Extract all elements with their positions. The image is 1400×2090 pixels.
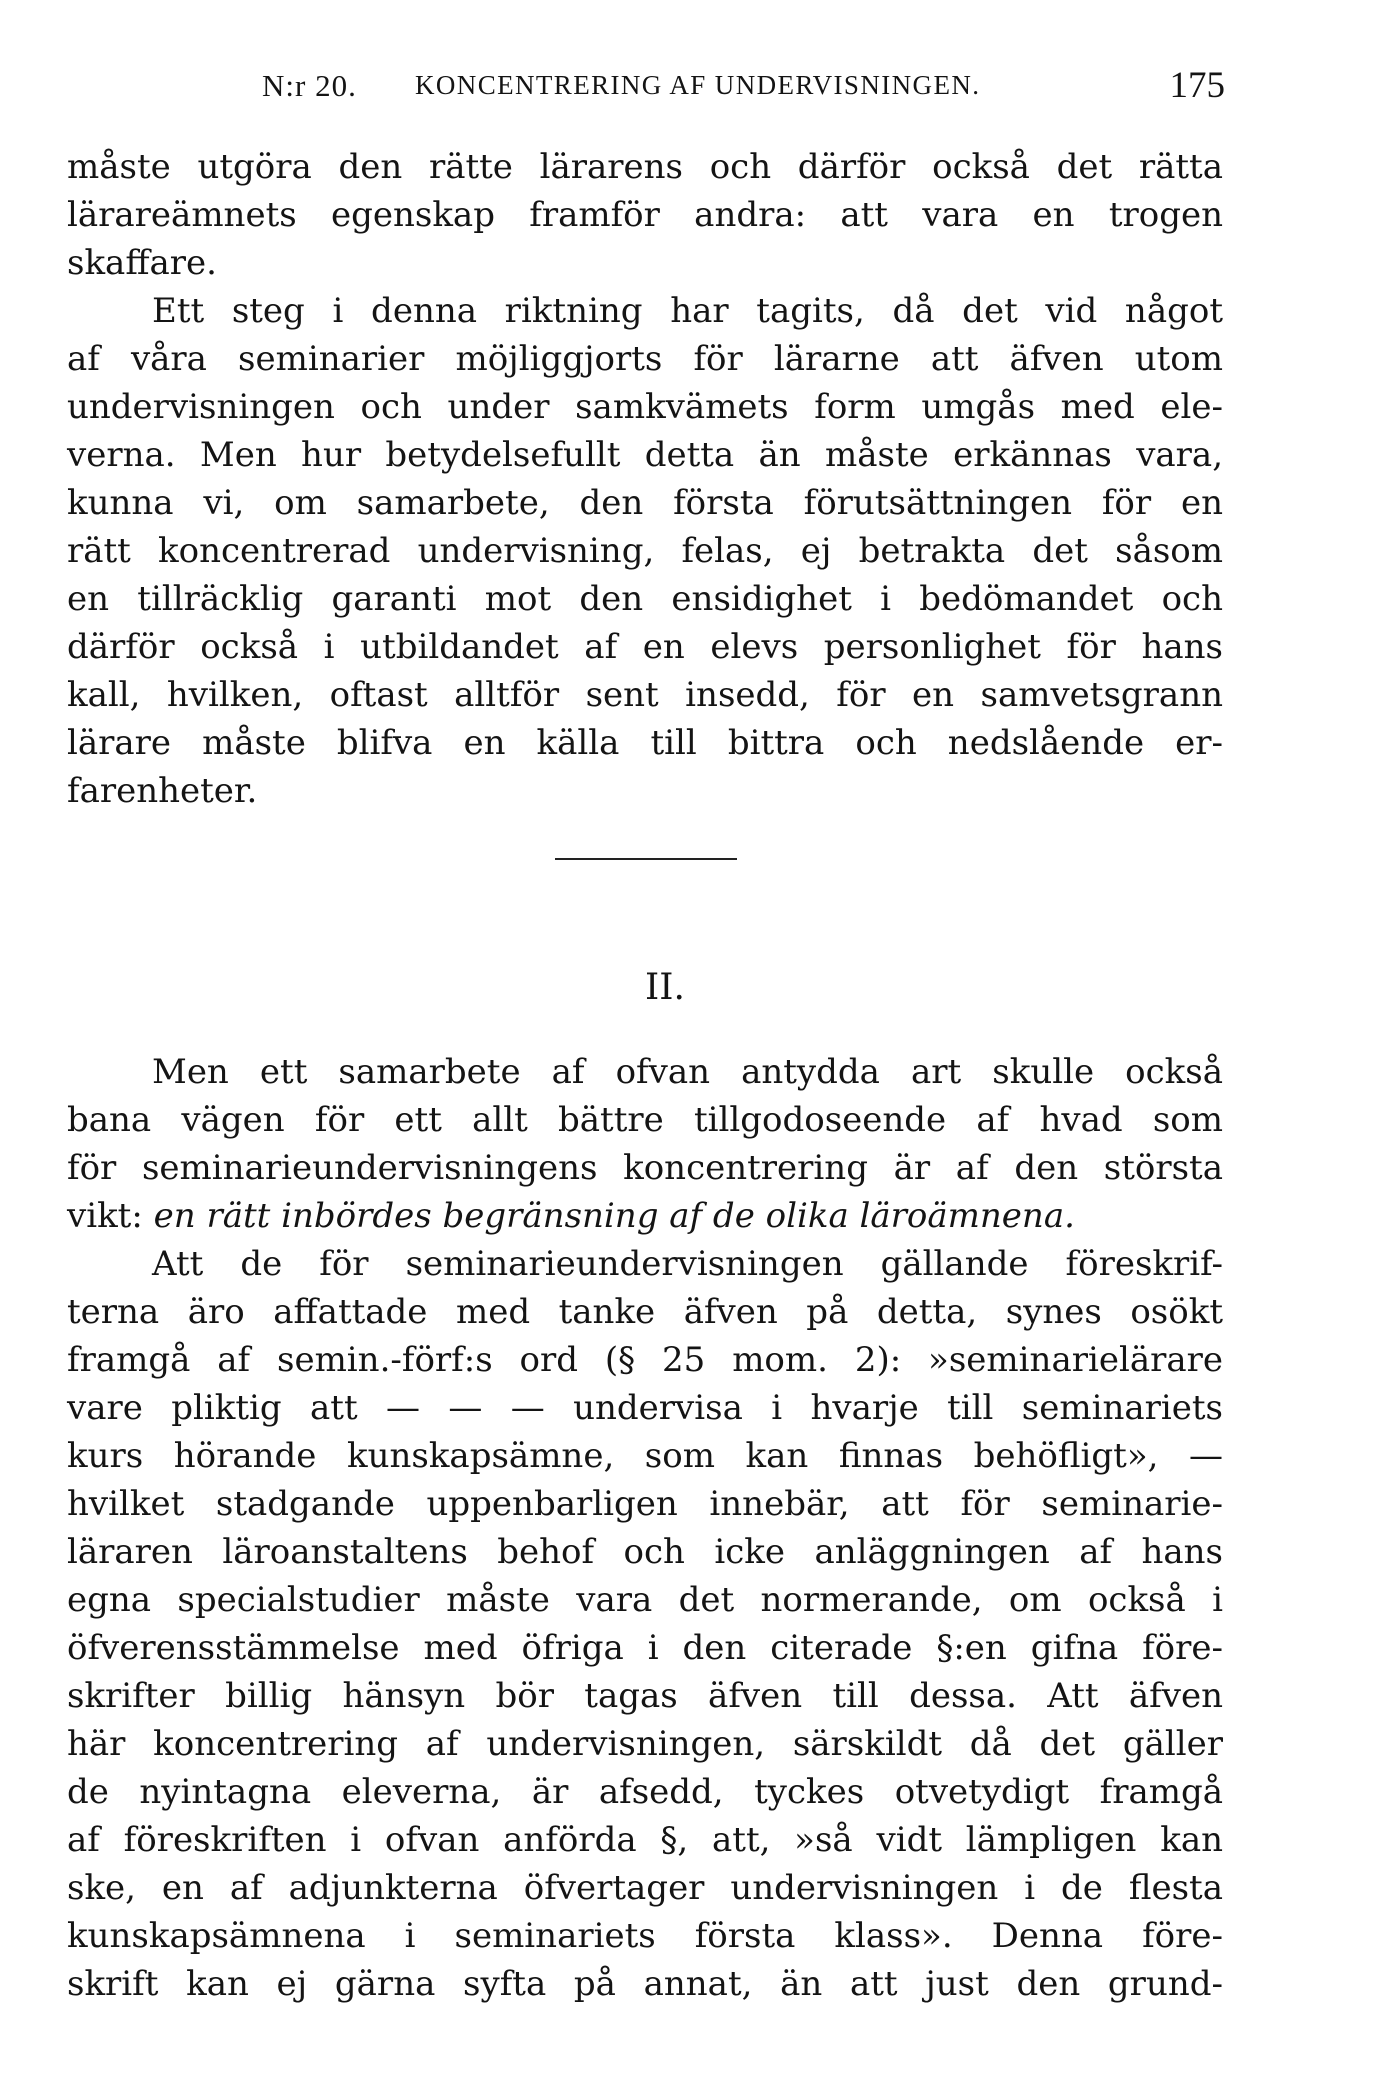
emphasized-text: en rätt inbördes begränsning af de olika läroämnena.	[153, 1196, 1075, 1236]
text-line: egna specialstudier måste vara det normerande, om också i	[67, 1580, 1223, 1620]
section-divider	[555, 858, 737, 860]
text-line: skaffare.	[67, 243, 217, 283]
text-line: lärareämnets egenskap framför andra: att vara en trogen	[67, 195, 1223, 235]
text-line: af våra seminarier möjliggjorts för lärarne att äfven utom	[67, 339, 1223, 379]
text-line: hvilket stadgande uppenbarligen innebär, att för seminarie-	[67, 1484, 1223, 1524]
text-line: lärare måste blifva en källa till bittra och nedslående er-	[67, 723, 1223, 763]
running-title: KONCENTRERING AF UNDERVISNINGEN.	[415, 70, 981, 100]
issue-number: N:r 20.	[262, 68, 357, 103]
text-line: bana vägen för ett allt bättre tillgodoseende af hvad som	[67, 1100, 1223, 1140]
text-line: rätt koncentrerad undervisning, felas, ej betrakta det såsom	[67, 531, 1223, 571]
text-line: Att de för seminarieundervisningen gällande föreskrif-	[152, 1244, 1223, 1284]
text-line: terna äro affattade med tanke äfven på detta, synes osökt	[67, 1292, 1223, 1332]
text-line: läraren läroanstaltens behof och icke anläggningen af hans	[67, 1532, 1223, 1572]
text-line	[67, 1192, 1223, 1240]
text-line: vare pliktig att — — — undervisa i hvarje till seminariets	[67, 1388, 1223, 1428]
text-line: Ett steg i denna riktning har tagits, då det vid något	[152, 291, 1223, 331]
text-line: framgå af semin.-förf:s ord (§ 25 mom. 2): »seminarielärare	[67, 1340, 1223, 1380]
text-line: undervisningen och under samkvämets form umgås med ele-	[67, 387, 1223, 427]
text-line: en tillräcklig garanti mot den ensidighet i bedömandet och	[67, 579, 1223, 619]
text-line: af föreskriften i ofvan anförda §, att, »så vidt lämpligen kan	[67, 1820, 1223, 1860]
text-line: de nyintagna eleverna, är afsedd, tyckes otvetydigt framgå	[67, 1772, 1223, 1812]
text-line: måste utgöra den rätte lärarens och därför också det rätta	[67, 147, 1223, 187]
text-line: skrifter billig hänsyn bör tagas äfven till dessa. Att äfven	[67, 1676, 1223, 1716]
text-line: för seminarieundervisningens koncentrering är af den största	[67, 1148, 1223, 1188]
text-line: därför också i utbildandet af en elevs personlighet för hans	[67, 627, 1223, 667]
text-line: verna. Men hur betydelsefullt detta än måste erkännas vara,	[67, 435, 1223, 475]
text-line: här koncentrering af undervisningen, särskildt då det gäller	[67, 1724, 1223, 1764]
text-line: kunskapsämnena i seminariets första klass». Denna före-	[67, 1916, 1223, 1956]
page-number: 175	[1169, 65, 1225, 106]
text-line: kurs hörande kunskapsämne, som kan finnas behöfligt», —	[67, 1436, 1223, 1476]
text-lead: vikt:	[67, 1196, 154, 1236]
text-line: skrift kan ej gärna syfta på annat, än att just den grund-	[67, 1964, 1223, 2004]
text-line: ske, en af adjunkterna öfvertager undervisningen i de flesta	[67, 1868, 1223, 1908]
text-line: kall, hvilken, oftast alltför sent insedd, för en samvetsgrann	[67, 675, 1223, 715]
text-line: Men ett samarbete af ofvan antydda art skulle också	[152, 1052, 1223, 1092]
section-heading: II.	[645, 967, 685, 1008]
running-head	[262, 62, 1225, 112]
text-line: öfverensstämmelse med öfriga i den citerade §:en gifna före-	[67, 1628, 1223, 1668]
text-line: farenheter.	[67, 771, 258, 811]
text-line: kunna vi, om samarbete, den första förutsättningen för en	[67, 483, 1223, 523]
